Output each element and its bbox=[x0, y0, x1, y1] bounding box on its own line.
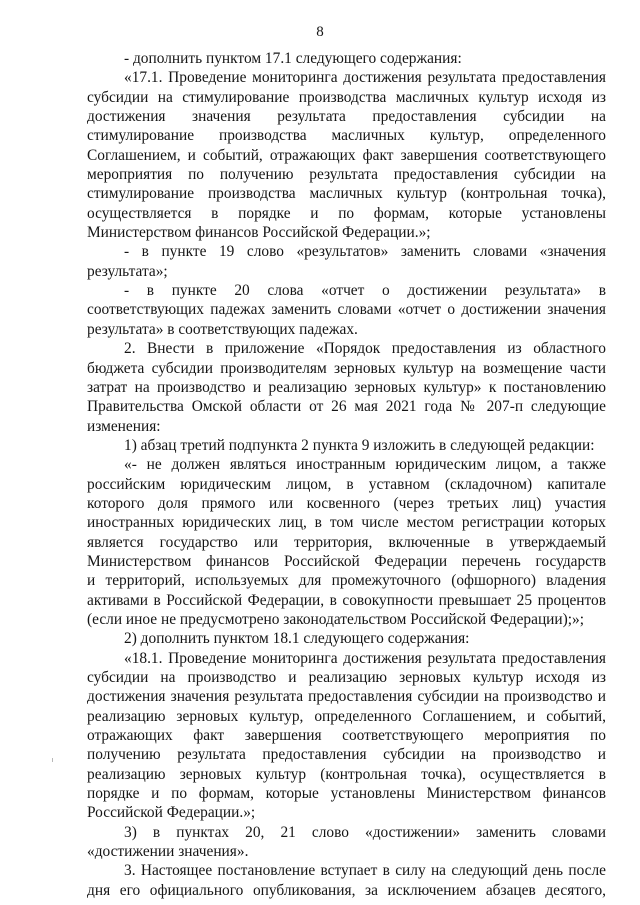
text-line: Министерством финансов Российской Федерации перечень государств bbox=[87, 552, 606, 570]
text-line: Российской Федерации.»; bbox=[87, 804, 256, 822]
text-line: реализацию зерновых культур, определенного Соглашением, и событий, bbox=[87, 707, 606, 725]
text-line: порядке и по формам, которые установлены Министерством финансов bbox=[87, 785, 606, 803]
text-line: «17.1. Проведение мониторинга достижения результата предоставления bbox=[124, 69, 606, 87]
text-line: субсидии на производство и реализацию зерновых культур исходя из bbox=[87, 669, 606, 686]
text-line: является государство или территория, включенные в утверждаемый bbox=[87, 533, 606, 551]
text-line: российским юридическим лицом, в уставном (складочном) капитале bbox=[87, 475, 606, 493]
text-line: 3. Настоящее постановление вступает в силу на следующий день после bbox=[124, 862, 606, 880]
text-line: - дополнить пунктом 17.1 следующего содержания: bbox=[124, 50, 462, 67]
text-line: результата» в соответствующих падежах. bbox=[87, 320, 358, 338]
text-line: 1) абзац третий подпункта 2 пункта 9 изложить в следующей редакции: bbox=[124, 436, 595, 454]
text-line: активами в Российской Федерации, в совокупности превышает 25 процентов bbox=[87, 591, 606, 609]
scan-artifact-mark bbox=[52, 758, 53, 762]
text-line: затрат на производство и реализацию зерновых культур» к постановлению bbox=[87, 378, 606, 396]
page-number: 8 bbox=[316, 24, 324, 40]
text-line: которого доля прямого или косвенного (через третьих лиц) участия bbox=[87, 494, 606, 512]
text-line: дня его официального опубликования, за исключением абзацев десятого, bbox=[87, 881, 606, 899]
text-line: - в пункте 20 слова «отчет о достижении результата» в bbox=[124, 282, 606, 300]
text-line: осуществляется в порядке и по формам, которые установлены bbox=[87, 204, 606, 222]
text-line: «18.1. Проведение мониторинга достижения результата предоставления bbox=[124, 649, 606, 667]
text-line: бюджета субсидии производителям зерновых культур на возмещение части bbox=[87, 359, 606, 377]
text-line: «достижении значения». bbox=[87, 843, 249, 861]
text-line: 3) в пунктах 20, 21 слово «достижении» заменить словами bbox=[124, 823, 606, 841]
text-line: мероприятия по получению результата предоставления субсидии на bbox=[87, 166, 606, 184]
text-line: Министерством финансов Российской Федерации.»; bbox=[87, 224, 431, 242]
text-line: субсидии на стимулирование производства масличных культур исходя из bbox=[87, 88, 606, 106]
text-line: результата»; bbox=[87, 262, 168, 280]
document-body bbox=[87, 49, 606, 900]
text-line: получению результата предоставления субсидии на производство и bbox=[87, 746, 606, 764]
text-line: достижения значения результата предоставления субсидии на производство и bbox=[87, 688, 606, 706]
text-line: стимулирование производства масличных культур, определенного bbox=[87, 127, 606, 145]
text-line: соответствующих падежах заменить словами «отчет о достижении значения bbox=[87, 301, 606, 319]
text-line: реализацию зерновых культур (контрольная точка), осуществляется в bbox=[87, 765, 606, 783]
text-line: стимулирование производства масличных культур (контрольная точка), bbox=[87, 185, 606, 203]
text-line: достижения значения результата предоставления субсидии на bbox=[87, 108, 606, 126]
text-line: - в пункте 19 слово «результатов» заменить словами «значения bbox=[124, 243, 606, 261]
text-line: изменения: bbox=[87, 417, 161, 435]
text-line: иностранных юридических лиц, в том числе местом регистрации которых bbox=[87, 514, 606, 532]
text-line: (если иное не предусмотрено законодательством Российской Федерации);»; bbox=[87, 610, 585, 628]
text-line: 2. Внести в приложение «Порядок предоставления из областного bbox=[124, 340, 606, 358]
text-line: Соглашением, и событий, отражающих факт завершения соответствующего bbox=[87, 146, 606, 164]
text-line: отражающих факт завершения соответствующего мероприятия по bbox=[87, 727, 606, 745]
text-line: и территорий, используемых для промежуточного (офшорного) владения bbox=[87, 572, 606, 590]
text-line: «- не должен являться иностранным юридическим лицом, а также bbox=[124, 456, 606, 474]
text-line: 2) дополнить пунктом 18.1 следующего содержания: bbox=[124, 630, 470, 648]
text-line: Правительства Омской области от 26 мая 2021 года № 207-п следующие bbox=[87, 398, 606, 416]
